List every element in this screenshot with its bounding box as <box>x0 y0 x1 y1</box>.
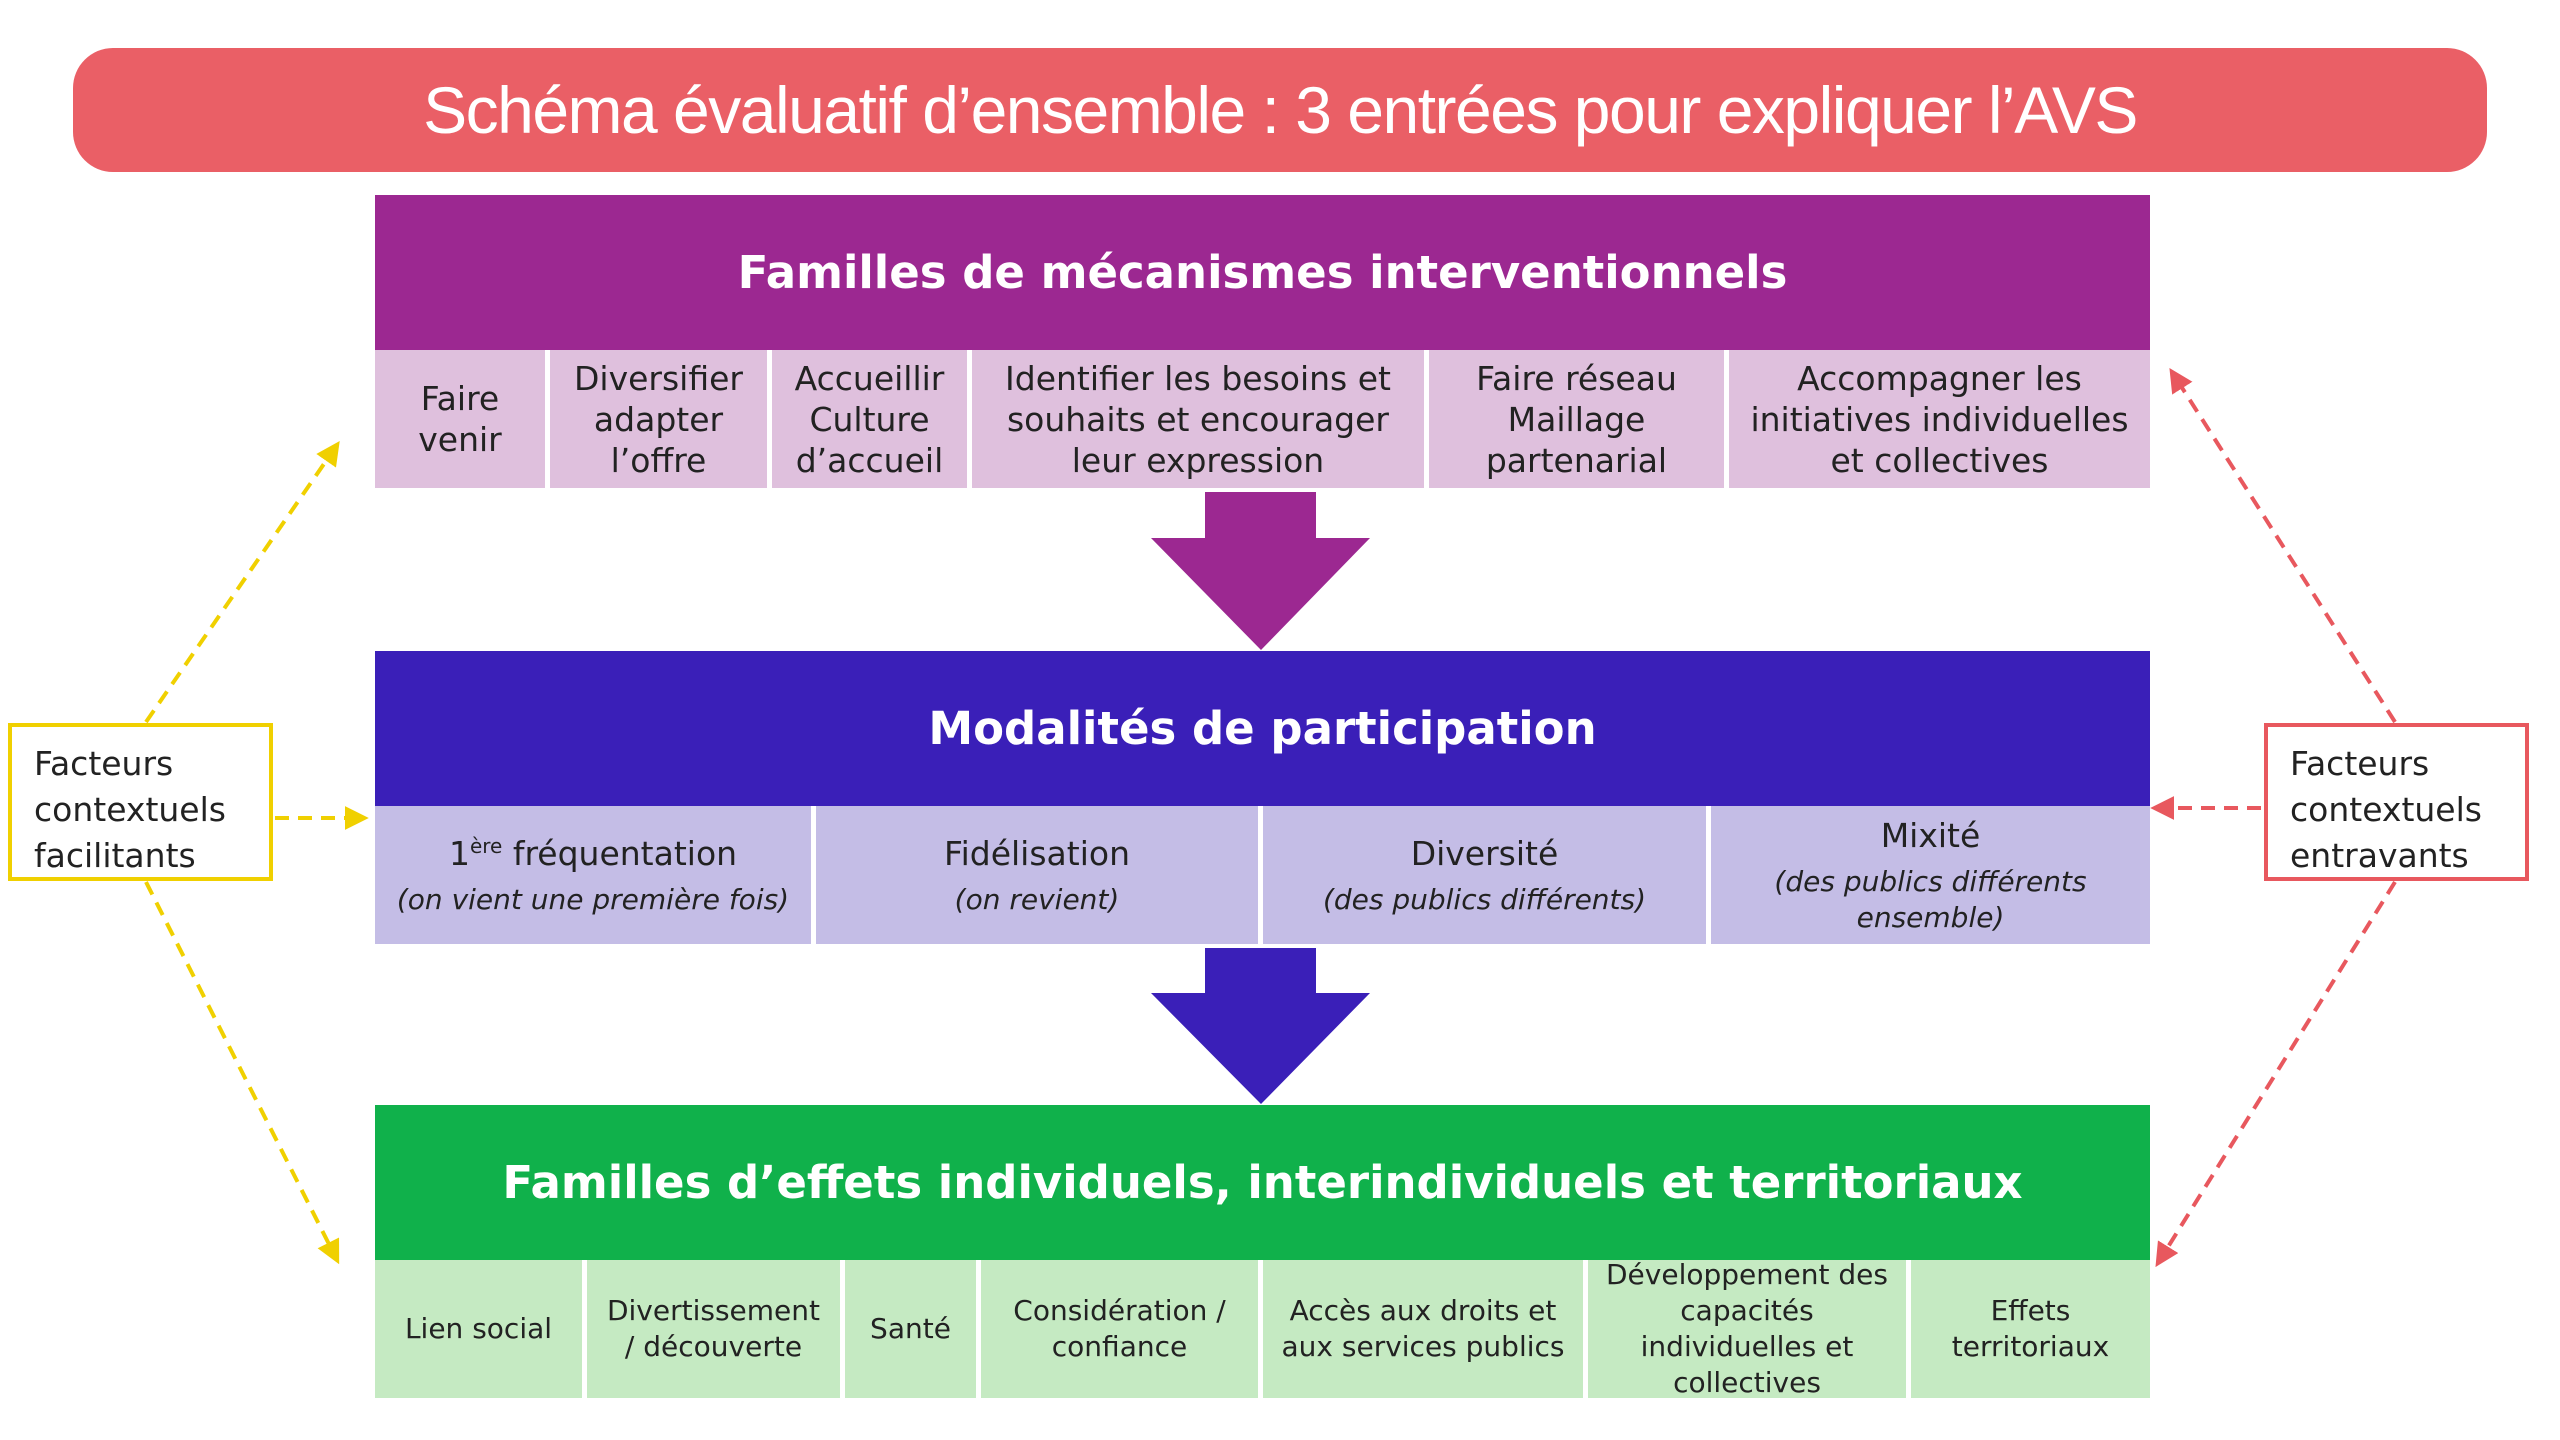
participation-note: (on revient) <box>954 882 1120 916</box>
participation-label-superscript: ère <box>469 833 503 858</box>
section-mechanisms-title: Familles de mécanismes interventionnels <box>737 246 1788 299</box>
facilitating-arrow-top <box>146 445 337 722</box>
mechanism-label: Diversifier adapter l’offre <box>574 358 743 480</box>
effect-label: Développement des capacités individuelles et collectives <box>1606 1258 1888 1399</box>
participation-label-number: 1 <box>448 833 470 873</box>
mechanism-label: Faire réseau Maillage partenarial <box>1476 358 1677 480</box>
effect-label: Divertissement / découverte <box>606 1294 821 1363</box>
hindering-factors-label: Facteurs contextuels entravants <box>2290 744 2482 875</box>
effect-label: Lien social <box>404 1312 553 1345</box>
participation-label: Mixité <box>1880 815 1981 855</box>
hindering-arrow-bottom <box>2158 882 2395 1263</box>
participation-label: Diversité <box>1410 833 1559 873</box>
participation-label-rest: fréquentation <box>502 833 738 873</box>
participation-note: (on vient une première fois) <box>396 882 790 916</box>
effect-label: Santé <box>870 1312 951 1345</box>
mechanism-label: Identifier les besoins et souhaits et encourager leur expression <box>1005 358 1391 480</box>
diagram-title: Schéma évaluatif d’ensemble : 3 entrées pour expliquer l’AVS <box>423 73 2137 147</box>
effect-label: Effets territoriaux <box>1951 1294 2110 1363</box>
effect-label: Considération / confiance <box>1013 1294 1226 1363</box>
facilitating-factors-label: Facteurs contextuels facilitants <box>34 744 226 875</box>
mechanism-label: Faire venir <box>418 379 502 459</box>
participation-note: (des publics différents ensemble) <box>1774 864 2087 934</box>
flow-arrow-1 <box>1151 492 1370 650</box>
facilitating-factors-box <box>8 723 273 881</box>
hindering-arrow-top <box>2172 372 2395 722</box>
facilitating-arrow-bottom <box>146 882 337 1260</box>
flow-arrow-2 <box>1151 948 1370 1104</box>
section-effects-title: Familles d’effets individuels, interindividuels et territoriaux <box>502 1156 2023 1209</box>
mechanism-label: Accueillir Culture d’accueil <box>794 358 945 480</box>
section-participation-title: Modalités de participation <box>928 702 1597 755</box>
effect-label: Accès aux droits et aux services publics <box>1281 1294 1565 1363</box>
participation-label: Fidélisation <box>944 833 1130 873</box>
participation-note: (des publics différents) <box>1322 882 1647 916</box>
hindering-factors-box <box>2264 723 2529 881</box>
mechanism-label: Accompagner les initiatives individuelles et collectives <box>1750 358 2129 480</box>
